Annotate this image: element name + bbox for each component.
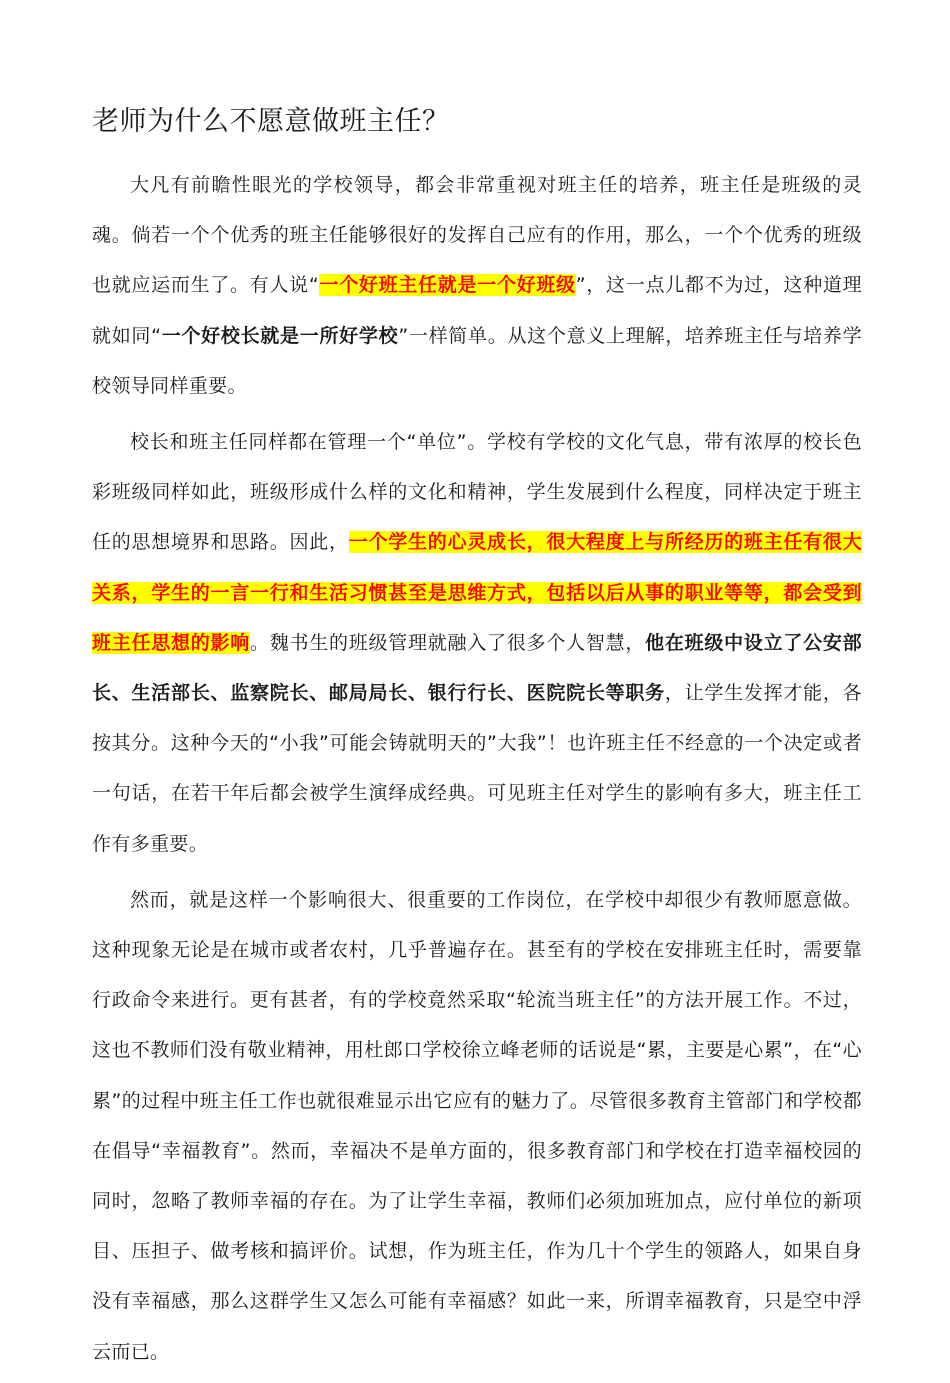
p1-text-1: 大凡有前瞻性眼光的学校领导，都会非常重视对班主任的培养，班主任是班级的灵魂。倘若一个个优秀的班主任能够很好的发挥自己应有的作用，那么，一个个优秀的班级也就应运而生了。有人说“ [92,174,862,297]
p2-text-1: 校长和班主任同样都在管理一个“单位”。学校有学校的文化气息，带有浓厚的校长色彩班级同样如此，班级形成什么样的文化和精神，学生发展到什么程度，同样决定于班主任的思想境界和思路。因此， [92,431,862,554]
paragraph-3 [92,875,862,1377]
paragraph-2 [92,417,862,869]
paragraph-1 [92,160,862,411]
p2-text-2: 。魏书生的班级管理就融入了很多个人智慧， [250,631,646,654]
p1-bold-1: 一个好校长就是一所好学校 [161,324,399,347]
p1-text-2: ”，这一点儿都不为过，这种道理就如同“ [92,274,862,347]
p1-highlight-1: 一个好班主任就是一个好班级 [319,274,576,297]
p2-highlight-1: 一个学生的心灵成长，很大程度上与所经历的班主任有很大关系，学生的一言一行和生活习惯甚至是思维方式，包括以后从事的职业等等，都会受到班主任思想的影响 [92,531,862,654]
article-title: 老师为什么不愿意做班主任？ [92,106,450,137]
p1-text-3: ”一样简单。从这个意义上理解，培养班主任与培养学校领导同样重要。 [92,324,862,397]
p2-text-3: ，让学生发挥才能，各按其分。这种今天的“小我”可能会铸就明天的”大我”！也许班主任不经意的一个决定或者一句话，在若干年后都会被学生演绎成经典。可见班主任对学生的影响有多大，班主任工作有多重要。 [92,682,862,855]
document-page [92,100,862,1383]
p3-text-1: 然而，就是这样一个影响很大、很重要的工作岗位，在学校中却很少有教师愿意做。这种现象无论是在城市或者农村，几乎普遍存在。甚至有的学校在安排班主任时，需要靠行政命令来进行。更有甚者，有的学校竟然采取“轮流当班主任”的方法开展工作。不过，这也不教师们没有敬业精神，用杜郎口学校徐立峰老师的话说是“累，主要是心累”，在“心累”的过程中班主任工作也就很难显示出它应有的魅力了。尽管很多教育主管部门和学校都在倡导“幸福教育”。然而，幸福决不是单方面的，很多教育部门和学校在打造幸福校园的同时，忽略了教师幸福的存在。为了让学生幸福，教师们必须加班加点，应付单位的新项目、压担子、做考核和搞评价。试想，作为班主任，作为几十个学生的领路人，如果自身没有幸福感，那么这群学生又怎么可能有幸福感？如此一来，所谓幸福教育，只是空中浮云而已。 [92,888,862,1363]
p2-bold-1: 他在班级中设立了公安部长、生活部长、监察院长、邮局局长、银行行长、医院院长等职务 [92,631,862,705]
